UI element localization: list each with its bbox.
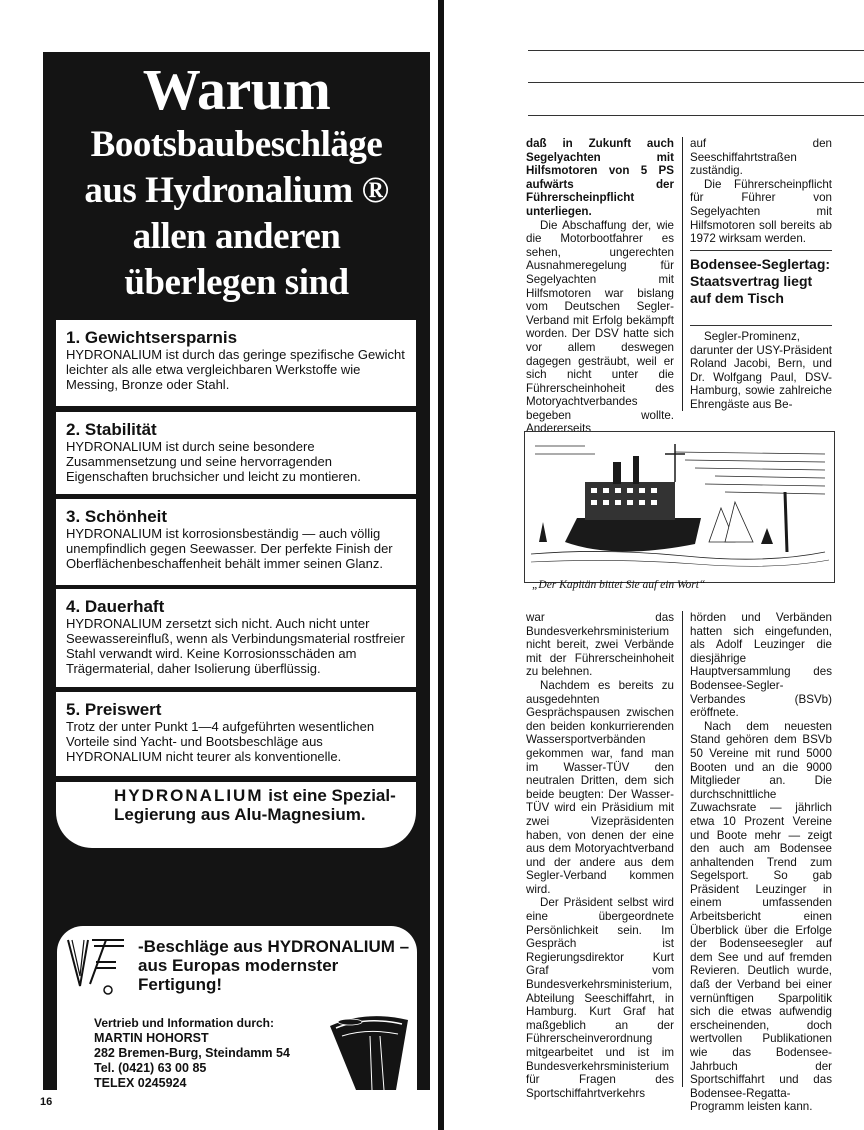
header-rule — [528, 115, 864, 116]
column-divider — [682, 137, 683, 411]
headline-line: allen anderen — [132, 216, 341, 257]
page-spine — [438, 0, 444, 1130]
article-column-1 — [526, 137, 674, 436]
ad-headline — [43, 58, 430, 306]
article-paragraph: Nachdem es bereits zu ausgedehnten Gesprächspausen zwischen den beiden konkurrierenden Wassersportverbänden gekommen war, fand man im Wasser-TÜV den neutralen Dritten, dem sich beide beugten: Der Wasser-TÜV wird ein Präsidium mit zwei Vizepräsidenten haben, von denen der eine aus dem Motoryachtverband und der andere aus dem Segler-Verband kommen wird. — [526, 678, 674, 896]
benefit-title: 5. Preiswert — [66, 700, 162, 719]
article-paragraph: Segler-Prominenz, darunter der USY-Präsident Roland Jacobi, Bern, und Dr. Wolfgang Paul, DSV-Hamburg, sowie zahlreiche Ehrengäste aus Be- — [690, 330, 832, 411]
section-rule — [690, 250, 832, 251]
article-column-2b — [690, 330, 832, 412]
benefit-text: Trotz der unter Punkt 1—4 aufgeführten wesentlichen Vorteile sind Yacht- und Bootsbeschläge aus HYDRONALIUM nicht teurer als konventionelle. — [66, 719, 375, 764]
company-address: 282 Bremen-Burg, Steindamm 54 — [94, 1046, 290, 1060]
figure-caption: „Der Kapitän bittet Sie auf ein Wort“ — [532, 579, 706, 591]
article-column-4 — [690, 611, 832, 1114]
benefit-box — [56, 320, 416, 406]
benefit-title: 3. Schönheit — [66, 507, 168, 526]
page-number: 16 — [40, 1096, 53, 1108]
ad-slogan — [56, 782, 416, 848]
benefit-box — [56, 692, 416, 776]
company-name: MARTIN HOHORST — [94, 1031, 209, 1045]
benefit-title: 4. Dauerhaft — [66, 597, 165, 616]
headline-line: aus Hydronalium ® — [84, 170, 389, 211]
benefit-text: HYDRONALIUM zersetzt sich nicht. Auch nicht unter Seewassereinfluß, wenn als Verbindungsmaterial rostfreier Stahl verwandt wird. Keine Korrosionsschäden am Trägermaterial, daher Isolierung überflüssig. — [66, 616, 405, 676]
contact-slogan: -Beschläge aus HYDRONALIUM – aus Europas modernster Fertigung! — [138, 937, 410, 994]
benefit-box — [56, 412, 416, 494]
contact-details — [94, 1016, 324, 1091]
headline-line: überlegen sind — [124, 262, 349, 303]
benefit-text: HYDRONALIUM ist korrosionsbeständig — auch völlig unempfindlich gegen Seewasser. Der perfekte Finish der Oberflächenbeschaffenheit behält immer seinen Glanz. — [66, 526, 393, 571]
benefit-title: 1. Gewichtsersparnis — [66, 328, 238, 347]
benefit-text: HYDRONALIUM ist durch seine besondere Zusammensetzung und seine hervorragenden Eigenschaften bruchsicher und leicht zu montieren. — [66, 439, 361, 484]
article-paragraph: Die Führerscheinpflicht für Führer von Segelyachten mit Hilfsmotoren soll bereits ab 1972 wirksam werden. — [690, 177, 832, 246]
article-paragraph: auf den Seeschiffahrtstraßen zuständig. — [690, 137, 832, 178]
article-paragraph: war das Bundesverkehrsministerium nicht bereit, zwei Verbände mit der Führerscheinhoheit zu belehnen. — [526, 611, 674, 679]
section-rule — [690, 325, 832, 326]
slogan-brand: HYDRONALIUM — [114, 786, 264, 805]
column-divider — [682, 611, 683, 1087]
article-column-2 — [690, 137, 832, 246]
article-paragraph: Nach dem neuesten Stand gehören dem BSVb 50 Vereine mit rund 5000 Booten und an die 9000 Mitglieder an. Die durchschnittliche Zuwachsrate — jährlich etwa 10 Prozent Vereine und Boote mehr — zeigt den auch am Bodensee anhaltenden Trend zum Segelsport. So gab Präsident Leuzinger in einem umfassenden Arbeitsbericht einen Überblick über die Erfolge der Bodenseesegler auf dem See und auf fremden Revieren. Deutlich wurde, daß der Verband bei einer vernünftigen Sparpolitik sich die etwas aufwendig erscheinenden, doch wertvollen Publikationen wie das Bodensee-Jahrbuch der Sportschiffahrt und das Bodensee-Regatta-Programm leisten kann. — [690, 719, 832, 1114]
hydronalium-logo-icon — [66, 936, 128, 998]
article-paragraph: Der Präsident selbst wird eine übergeordnete Persönlichkeit sein. Im Gespräch ist Regierungsdirektor Kurt Graf vom Bundesverkehrsministerium, Abteilung Seeschiffahrt, in Hamburg. Kurt Graf hat maßgeblich an der Führerscheinverordnung mitgearbeitet und ist im Bundesverkehrsministerium für Fragen des Sportschiffahrtverkehrs — [526, 896, 674, 1100]
article-paragraph: hörden und Verbänden hatten sich eingefunden, als Adolf Leuzinger die diesjährige Hauptversammlung des Bodensee-Segler-Verbandes (BSVb) eröffnete. — [690, 611, 832, 720]
cartoon-ship-illustration — [524, 431, 835, 583]
header-rule — [528, 82, 864, 83]
article-subhead: Bodensee-Seglertag: Staatsvertrag liegt auf dem Tisch — [690, 256, 831, 306]
header-rule — [528, 50, 864, 51]
benefit-title: 2. Stabilität — [66, 420, 157, 439]
article-column-3 — [526, 611, 674, 1100]
vertrieb-label: Vertrieb und Information durch: — [94, 1016, 275, 1030]
article-lead: daß in Zukunft auch Segelyachten mit Hilfsmotoren von 5 PS aufwärts der Führerscheinpflicht unterliegen. — [526, 137, 674, 218]
ship-bow-icon — [326, 1006, 412, 1090]
company-telex: TELEX 0245924 — [94, 1076, 187, 1090]
company-phone: Tel. (0421) 63 00 85 — [94, 1061, 207, 1075]
slogan-text: ist eine Spezial-Legierung aus Alu-Magnesium. — [114, 786, 396, 824]
article-paragraph: Die Abschaffung der, wie die Motorbootfahrer es sehen, ungerechten Ausnahmeregelung für Segelyachten mit Hilfsmotoren war bislang vom Deutschen Segler-Verband mit Erfolg bekämpft worden. Der DSV hatte sich vor allem deswegen dagegen gesträubt, weil er sich nicht unter die Führerscheinhoheit des Motoryachtverbandes begeben wollte. Andererseits — [526, 218, 674, 436]
benefit-box — [56, 499, 416, 585]
headline-line: Bootsbaubeschläge — [90, 124, 383, 165]
benefit-text: HYDRONALIUM ist durch das geringe spezifische Gewicht leichter als alle etwa vergleichbaren Werkstoffe wie Messing, Bronze oder Stahl. — [66, 347, 405, 392]
headline-line: Warum — [142, 57, 331, 122]
benefit-box — [56, 589, 416, 687]
